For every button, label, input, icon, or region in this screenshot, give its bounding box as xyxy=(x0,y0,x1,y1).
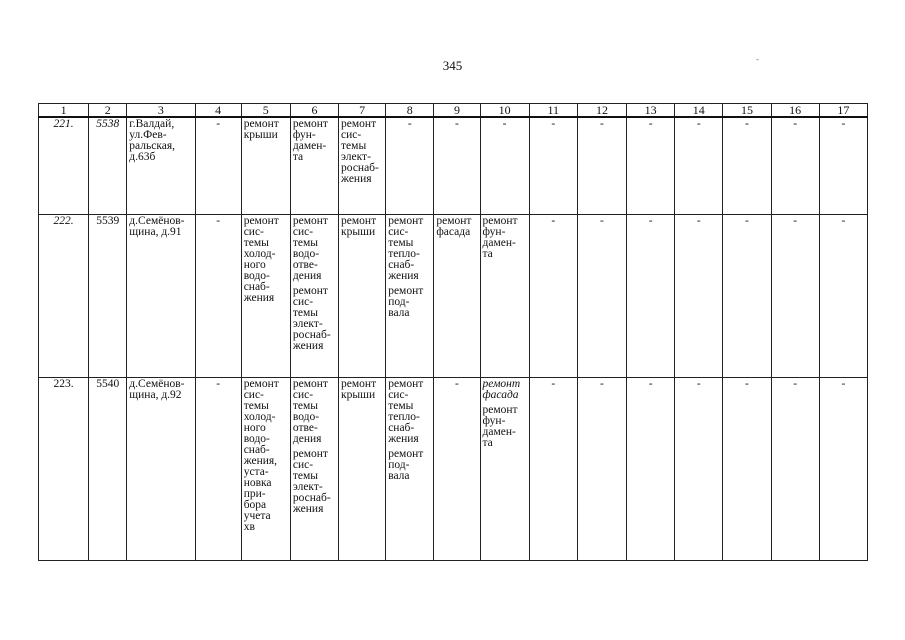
work-item: ремонт сис- темы элект- роснаб- жения xyxy=(292,284,331,352)
cell-col12: - xyxy=(577,214,626,377)
cell-col10 xyxy=(480,377,529,560)
work-item: ремонт крыши xyxy=(243,118,279,141)
work-item: ремонт фун- дамен- та xyxy=(292,118,328,163)
cell-col4: - xyxy=(195,117,241,214)
object-code: 5538 xyxy=(89,117,127,214)
cell-col8 xyxy=(386,377,434,560)
column-header: 9 xyxy=(434,104,480,118)
work-item: ремонт крыши xyxy=(341,214,377,238)
column-header: 14 xyxy=(675,104,723,118)
cell-col4: - xyxy=(195,377,241,560)
cell-col14: - xyxy=(675,117,723,214)
cell-col14: - xyxy=(675,377,723,560)
cell-col6 xyxy=(290,377,338,560)
cell-col16: - xyxy=(771,214,819,377)
cell-col9 xyxy=(434,117,480,214)
cell-col7 xyxy=(339,377,386,560)
work-item: - xyxy=(407,118,412,130)
cell-col13: - xyxy=(627,377,675,560)
work-item: - xyxy=(455,377,459,390)
cell-col13: - xyxy=(627,117,675,214)
cell-col9 xyxy=(434,214,480,377)
works-table xyxy=(38,103,868,561)
object-code: 5539 xyxy=(89,214,127,377)
stray-mark: - xyxy=(756,54,759,64)
cell-col12: - xyxy=(577,117,626,214)
cell-col15: - xyxy=(723,214,771,377)
work-item: ремонт под- вала xyxy=(388,447,424,482)
column-header: 3 xyxy=(127,104,195,118)
column-header: 10 xyxy=(480,104,529,118)
cell-col17: - xyxy=(819,214,867,377)
row-number: 221. xyxy=(39,117,89,214)
cell-col6 xyxy=(290,117,338,214)
work-item: - xyxy=(502,118,507,130)
column-header: 16 xyxy=(771,104,819,118)
table-row xyxy=(39,117,868,214)
work-item: ремонт сис- темы водо- отве- дения xyxy=(292,214,328,282)
cell-col5 xyxy=(241,117,290,214)
column-number-row xyxy=(39,104,868,118)
cell-col4: - xyxy=(195,214,241,377)
cell-col11: - xyxy=(529,377,577,560)
cell-col15: - xyxy=(723,117,771,214)
table-row xyxy=(39,214,868,377)
work-item: - xyxy=(455,118,459,130)
cell-col8 xyxy=(386,214,434,377)
cell-col11: - xyxy=(529,214,577,377)
cell-col6 xyxy=(290,214,338,377)
cell-col7 xyxy=(339,117,386,214)
work-item: ремонт фун- дамен- та xyxy=(482,214,518,260)
cell-col11: - xyxy=(529,117,577,214)
table-row xyxy=(39,377,868,560)
column-header: 6 xyxy=(290,104,338,118)
cell-col7 xyxy=(339,214,386,377)
work-item: ремонт сис- темы холод- ного водо- снаб- жения xyxy=(243,214,279,304)
column-header: 1 xyxy=(39,104,89,118)
work-item: ремонт фасада xyxy=(482,377,521,401)
cell-col13: - xyxy=(627,214,675,377)
column-header: 7 xyxy=(339,104,386,118)
work-item: ремонт крыши xyxy=(341,377,377,401)
work-item: ремонт фасада xyxy=(436,214,472,238)
object-address: д.Семёнов- щина, д.91 xyxy=(127,214,195,377)
row-number: 223. xyxy=(39,377,89,560)
cell-col14: - xyxy=(675,214,723,377)
column-header: 13 xyxy=(627,104,675,118)
column-header: 17 xyxy=(819,104,867,118)
column-header: 12 xyxy=(577,104,626,118)
cell-col10 xyxy=(480,117,529,214)
cell-col12: - xyxy=(577,377,626,560)
cell-col10 xyxy=(480,214,529,377)
object-address: д.Семёнов- щина, д.92 xyxy=(127,377,195,560)
work-item: ремонт сис- темы тепло- снаб- жения xyxy=(388,377,424,445)
object-address: г.Валдай, ул.Фев- ральская, д.63б xyxy=(127,117,195,214)
object-code: 5540 xyxy=(89,377,127,560)
cell-col16: - xyxy=(771,117,819,214)
cell-col5 xyxy=(241,377,290,560)
work-item: ремонт сис- темы элект- роснаб- жения xyxy=(292,447,331,515)
cell-col9 xyxy=(434,377,480,560)
work-item: ремонт сис- темы элект- роснаб- жения xyxy=(341,118,379,185)
work-item: ремонт сис- темы холод- ного водо- снаб- жения, уста- новка при- бора учета хв xyxy=(243,377,279,533)
cell-col5 xyxy=(241,214,290,377)
work-item: ремонт сис- темы тепло- снаб- жения xyxy=(388,214,424,282)
cell-col15: - xyxy=(723,377,771,560)
cell-col17: - xyxy=(819,377,867,560)
column-header: 8 xyxy=(386,104,434,118)
work-item: ремонт под- вала xyxy=(388,284,424,319)
column-header: 11 xyxy=(529,104,577,118)
column-header: 4 xyxy=(195,104,241,118)
row-number: 222. xyxy=(39,214,89,377)
work-item: ремонт фун- дамен- та xyxy=(482,403,518,449)
column-header: 5 xyxy=(241,104,290,118)
page-number: 345 xyxy=(442,58,463,73)
cell-col8 xyxy=(386,117,434,214)
column-header: 2 xyxy=(89,104,127,118)
cell-col16: - xyxy=(771,377,819,560)
column-header: 15 xyxy=(723,104,771,118)
cell-col17: - xyxy=(819,117,867,214)
work-item: ремонт сис- темы водо- отве- дения xyxy=(292,377,328,445)
